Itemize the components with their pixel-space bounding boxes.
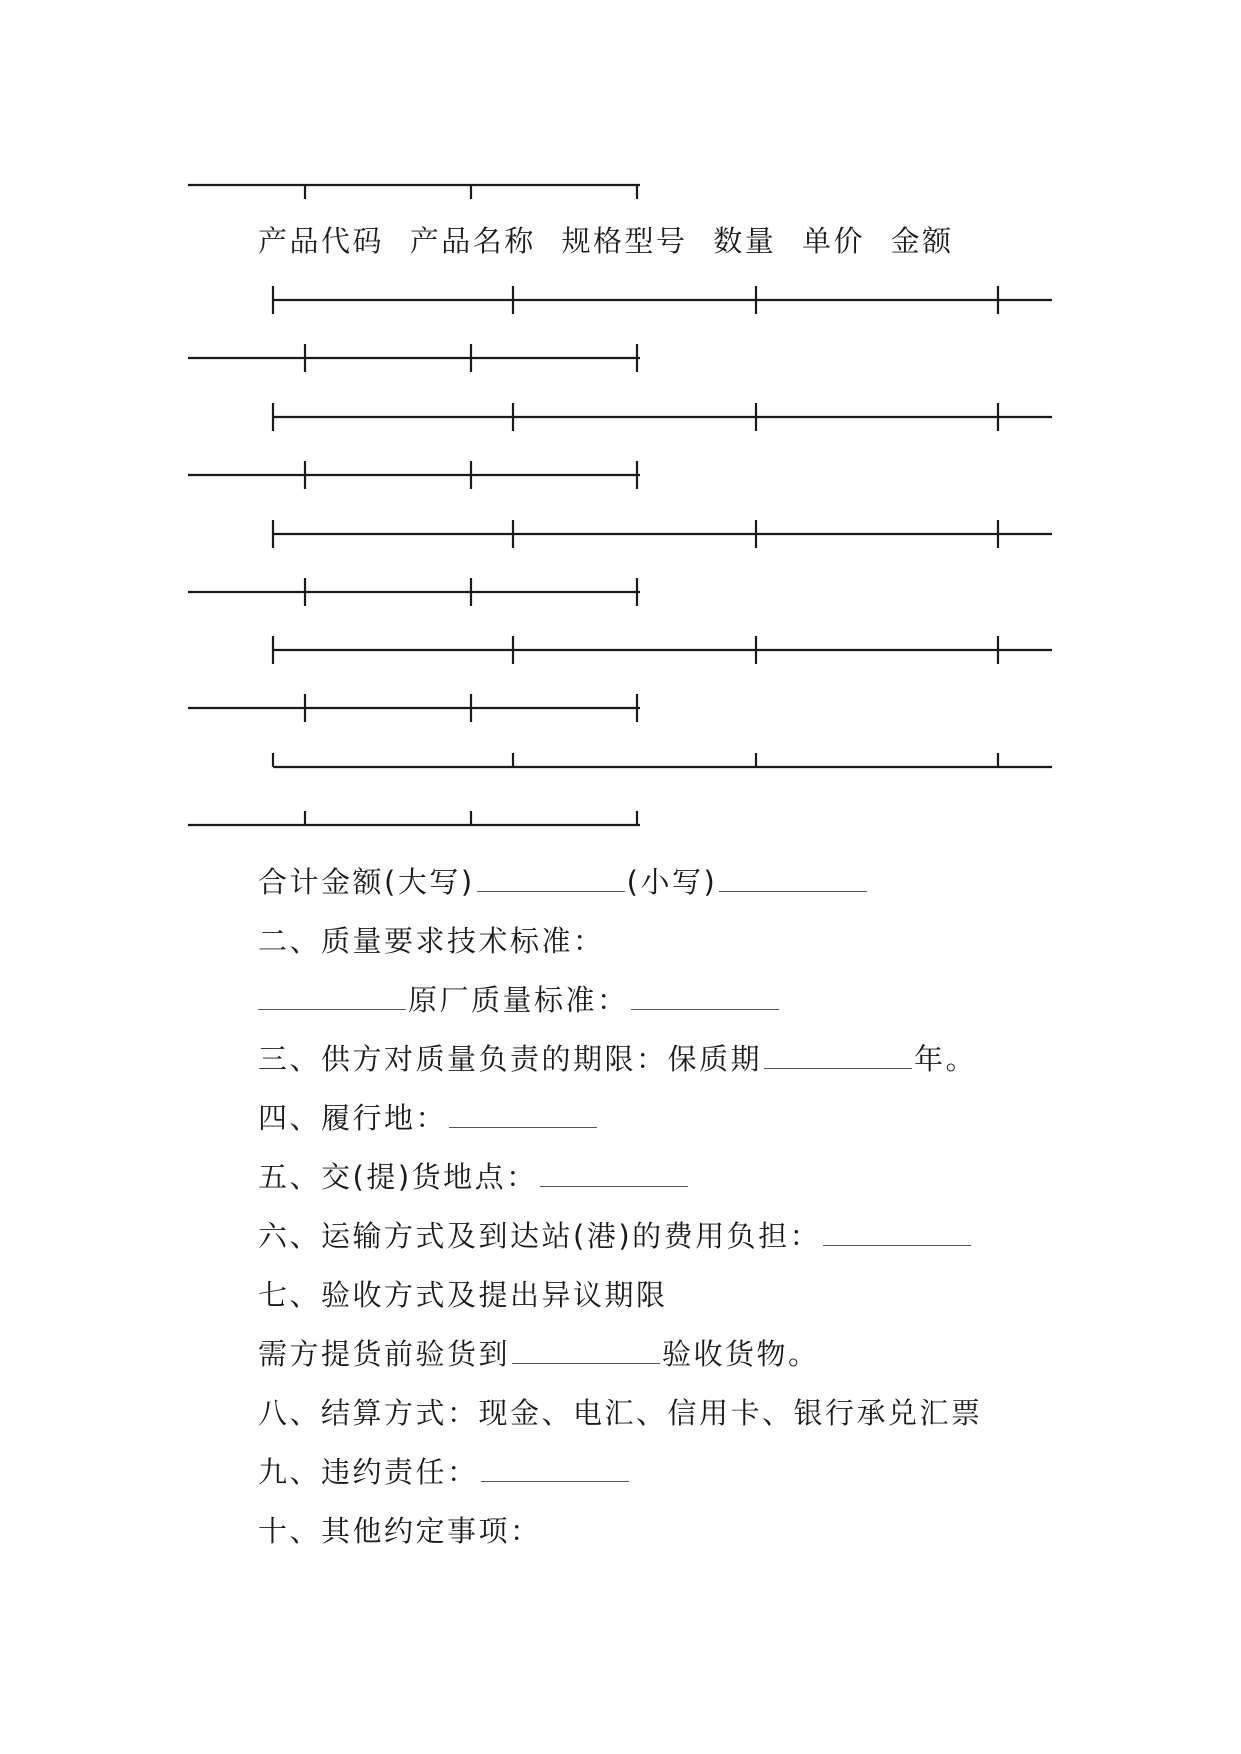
section-2-title: 二、质量要求技术标准：: [258, 924, 605, 958]
quality-standard-blank[interactable]: [258, 981, 406, 1010]
total-amount-line: 合计金额(大写) (小写): [258, 862, 869, 902]
header-unit-price: 单价: [801, 224, 865, 258]
section-7-detail: 需方提货前验货到 验收货物。: [258, 1337, 820, 1371]
section-10: 十、其他约定事项：: [258, 1514, 542, 1548]
section-5: 五、交(提)货地点：: [258, 1157, 690, 1197]
factory-standard-blank[interactable]: [631, 981, 779, 1010]
header-spec-model: 规格型号: [561, 224, 688, 258]
inspection-blank[interactable]: [512, 1335, 660, 1364]
section-7-title: 七、验收方式及提出异议期限: [258, 1278, 668, 1312]
header-quantity: 数量: [713, 224, 777, 258]
transport-cost-blank[interactable]: [823, 1217, 971, 1246]
performance-place-blank[interactable]: [449, 1099, 597, 1128]
header-amount: 金额: [890, 224, 954, 258]
total-lower-blank[interactable]: [719, 863, 867, 892]
delivery-place-blank[interactable]: [540, 1158, 688, 1187]
section-6: 六、运输方式及到达站(港)的费用负担：: [258, 1216, 973, 1256]
total-upper-blank[interactable]: [477, 863, 625, 892]
section-4: 四、履行地：: [258, 1098, 599, 1138]
liability-blank[interactable]: [481, 1453, 629, 1482]
header-product-code: 产品代码: [258, 224, 385, 258]
table-header-row: [258, 221, 968, 261]
section-8: 八、结算方式：现金、电汇、信用卡、银行承兑汇票: [258, 1396, 983, 1430]
warranty-years-blank[interactable]: [764, 1040, 912, 1069]
section-9: 九、违约责任：: [258, 1452, 631, 1492]
header-product-name: 产品名称: [409, 224, 536, 258]
section-2-detail: 原厂质量标准：: [258, 980, 781, 1020]
section-3: 三、供方对质量负责的期限：保质期 年。: [258, 1042, 978, 1076]
